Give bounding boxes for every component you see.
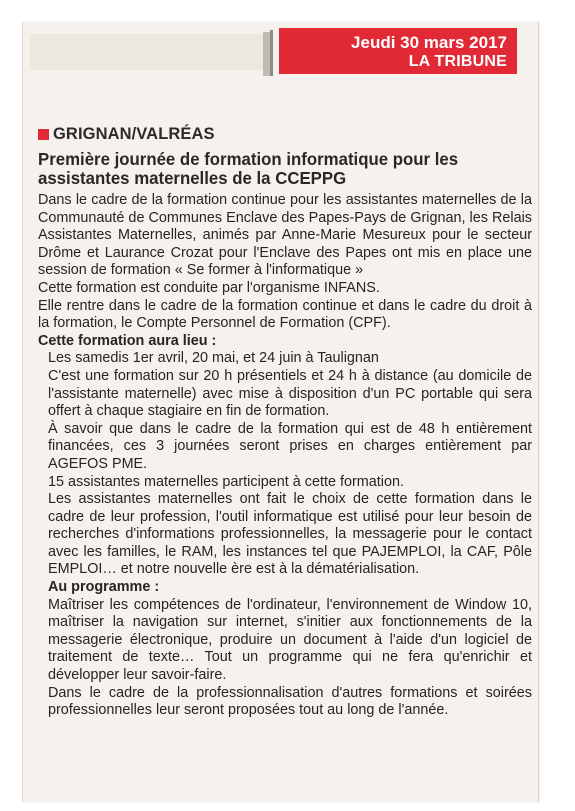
subhead-schedule: Cette formation aura lieu : [38, 332, 217, 349]
rubric-square-icon [38, 129, 49, 140]
newspaper-name: LA TRIBUNE [408, 53, 507, 70]
paragraph-cpf: Elle rentre dans le cadre de la formation continue et dans le cadre du droit à la formation, le Compte Personnel de Formation (CPF). [38, 297, 532, 332]
subhead-program: Au programme : [48, 579, 160, 596]
paragraph-closing: Dans le cadre de la professionnalisation d'autres formations et soirées professionnelles leur seront proposées tout au long de l'année. [48, 684, 532, 719]
paragraph-reasons: Les assistantes maternelles ont fait le choix de cette formation dans le cadre de leur profession, l'outil informatique est utilisé pour leur besoin de recherches d'informations professionnelles, la messagerie pour le contact avec les familles, le RAM, les instances tel que PAJEMPLOI, la CAF, Pôle EMPLOI… et notre nouvelle ère est à la dématérialisation. [48, 491, 532, 578]
paragraph-participants: 15 assistantes maternelles participent à cette formation. [48, 473, 404, 490]
article [38, 123, 532, 720]
paragraph-program: Maîtriser les compétences de l'ordinateur, l'environnement de Window 10, maîtriser la navigation sur internet, s'initier aux fonctionnements de la messagerie électronique, produire un document à l'aide d'un logiciel de traitement de texte… Tout un programme qui ne fera qu'enrichir et développer leur savoir-faire. [48, 596, 532, 684]
article-headline: Première journée de formation informatique pour les assistantes maternelles de la CCEPPG [38, 149, 459, 188]
paragraph-funding: À savoir que dans le cadre de la formation qui est de 48 h entièrement financées, ces 3 journées seront prises en charges entièrement par AGEFOS PME. [48, 420, 532, 472]
paragraph-intro: Dans le cadre de la formation continue pour les assistantes maternelles de la Communauté de Communes Enclave des Papes-Pays de Grignan, les Relais Assistantes Maternelles, animés par Anne-Marie Mesureux pour le secteur Drôme et Laurance Crozat pour l'Enclave des Papes ont mis en place une session de formation « Se former à l'informatique » [38, 192, 532, 279]
masthead-banner [279, 28, 517, 74]
paragraph-dates: Les samedis 1er avril, 20 mai, et 24 juin à Taulignan [48, 350, 379, 367]
article-body [38, 192, 532, 720]
publication-date: Jeudi 30 mars 2017 [351, 33, 507, 52]
paragraph-organism: Cette formation est conduite par l'organisme INFANS. [38, 279, 380, 296]
rubric [38, 123, 532, 145]
page-fold-shadow [270, 30, 273, 76]
paragraph-format: C'est une formation sur 20 h présentiels et 24 h à distance (au domicile de l'assistante maternelle) avec mise à disposition d'un PC portable qui sera offert à chaque stagiaire en fin de formation. [48, 367, 532, 420]
page-top-strip [30, 34, 269, 70]
rubric-label: GRIGNAN/VALRÉAS [53, 124, 215, 143]
